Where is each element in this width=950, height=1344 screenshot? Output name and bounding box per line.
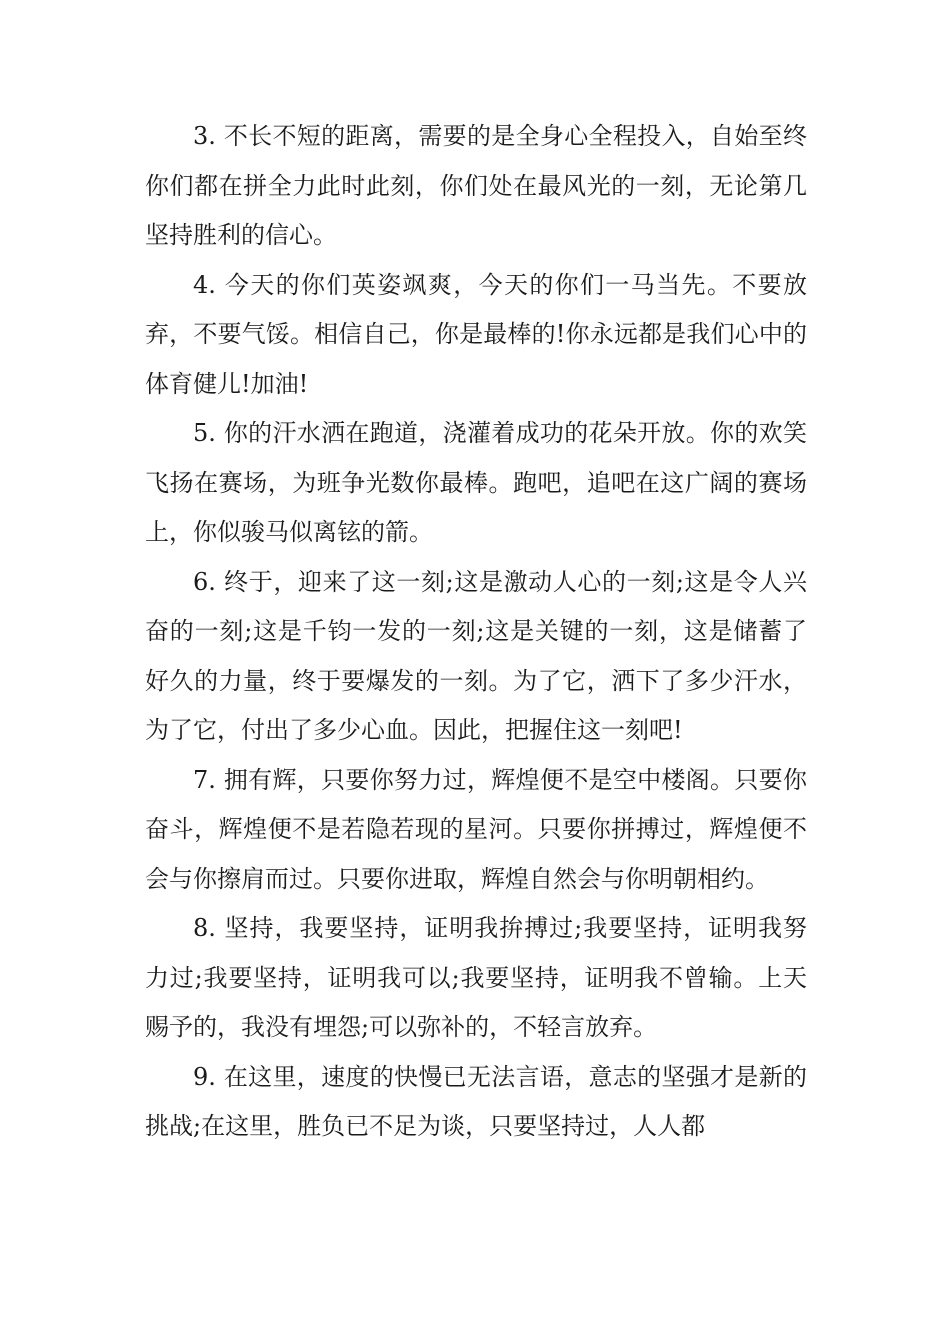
paragraph-7: 7. 拥有辉，只要你努力过，辉煌便不是空中楼阁。只要你奋斗，辉煌便不是若隐若现的星河。只要你拼搏过，辉煌便不会与你擦肩而过。只要你进取，辉煌自然会与你明朝相约。 xyxy=(145,765,807,893)
paragraph-4: 4. 今天的你们英姿飒爽，今天的你们一马当先。不要放弃，不要气馁。相信自己，你是最棒的!你永远都是我们心中的体育健儿!加油! xyxy=(145,270,807,398)
document-body xyxy=(145,112,807,1152)
paragraph-9: 9. 在这里，速度的快慢已无法言语，意志的坚强才是新的挑战;在这里，胜负已不足为谈，只要坚持过，人人都 xyxy=(145,1062,807,1140)
paragraph-6: 6. 终于，迎来了这一刻;这是激动人心的一刻;这是令人兴奋的一刻;这是千钧一发的一刻;这是关键的一刻，这是储蓄了好久的力量，终于要爆发的一刻。为了它，洒下了多少汗水，为了它，付出了多少心血。因此，把握住这一刻吧! xyxy=(145,567,807,744)
paragraph-3: 3. 不长不短的距离，需要的是全身心全程投入，自始至终你们都在拼全力此时此刻，你们处在最风光的一刻，无论第几坚持胜利的信心。 xyxy=(145,122,807,249)
paragraph-5: 5. 你的汗水洒在跑道，浇灌着成功的花朵开放。你的欢笑飞扬在赛场，为班争光数你最棒。跑吧，追吧在这广阔的赛场上，你似骏马似离铉的箭。 xyxy=(145,419,807,546)
paragraph-8: 8. 坚持，我要坚持，证明我拚搏过;我要坚持，证明我努力过;我要坚持，证明我可以;我要坚持，证明我不曾输。上天赐予的，我没有埋怨;可以弥补的，不轻言放弃。 xyxy=(145,914,807,1041)
